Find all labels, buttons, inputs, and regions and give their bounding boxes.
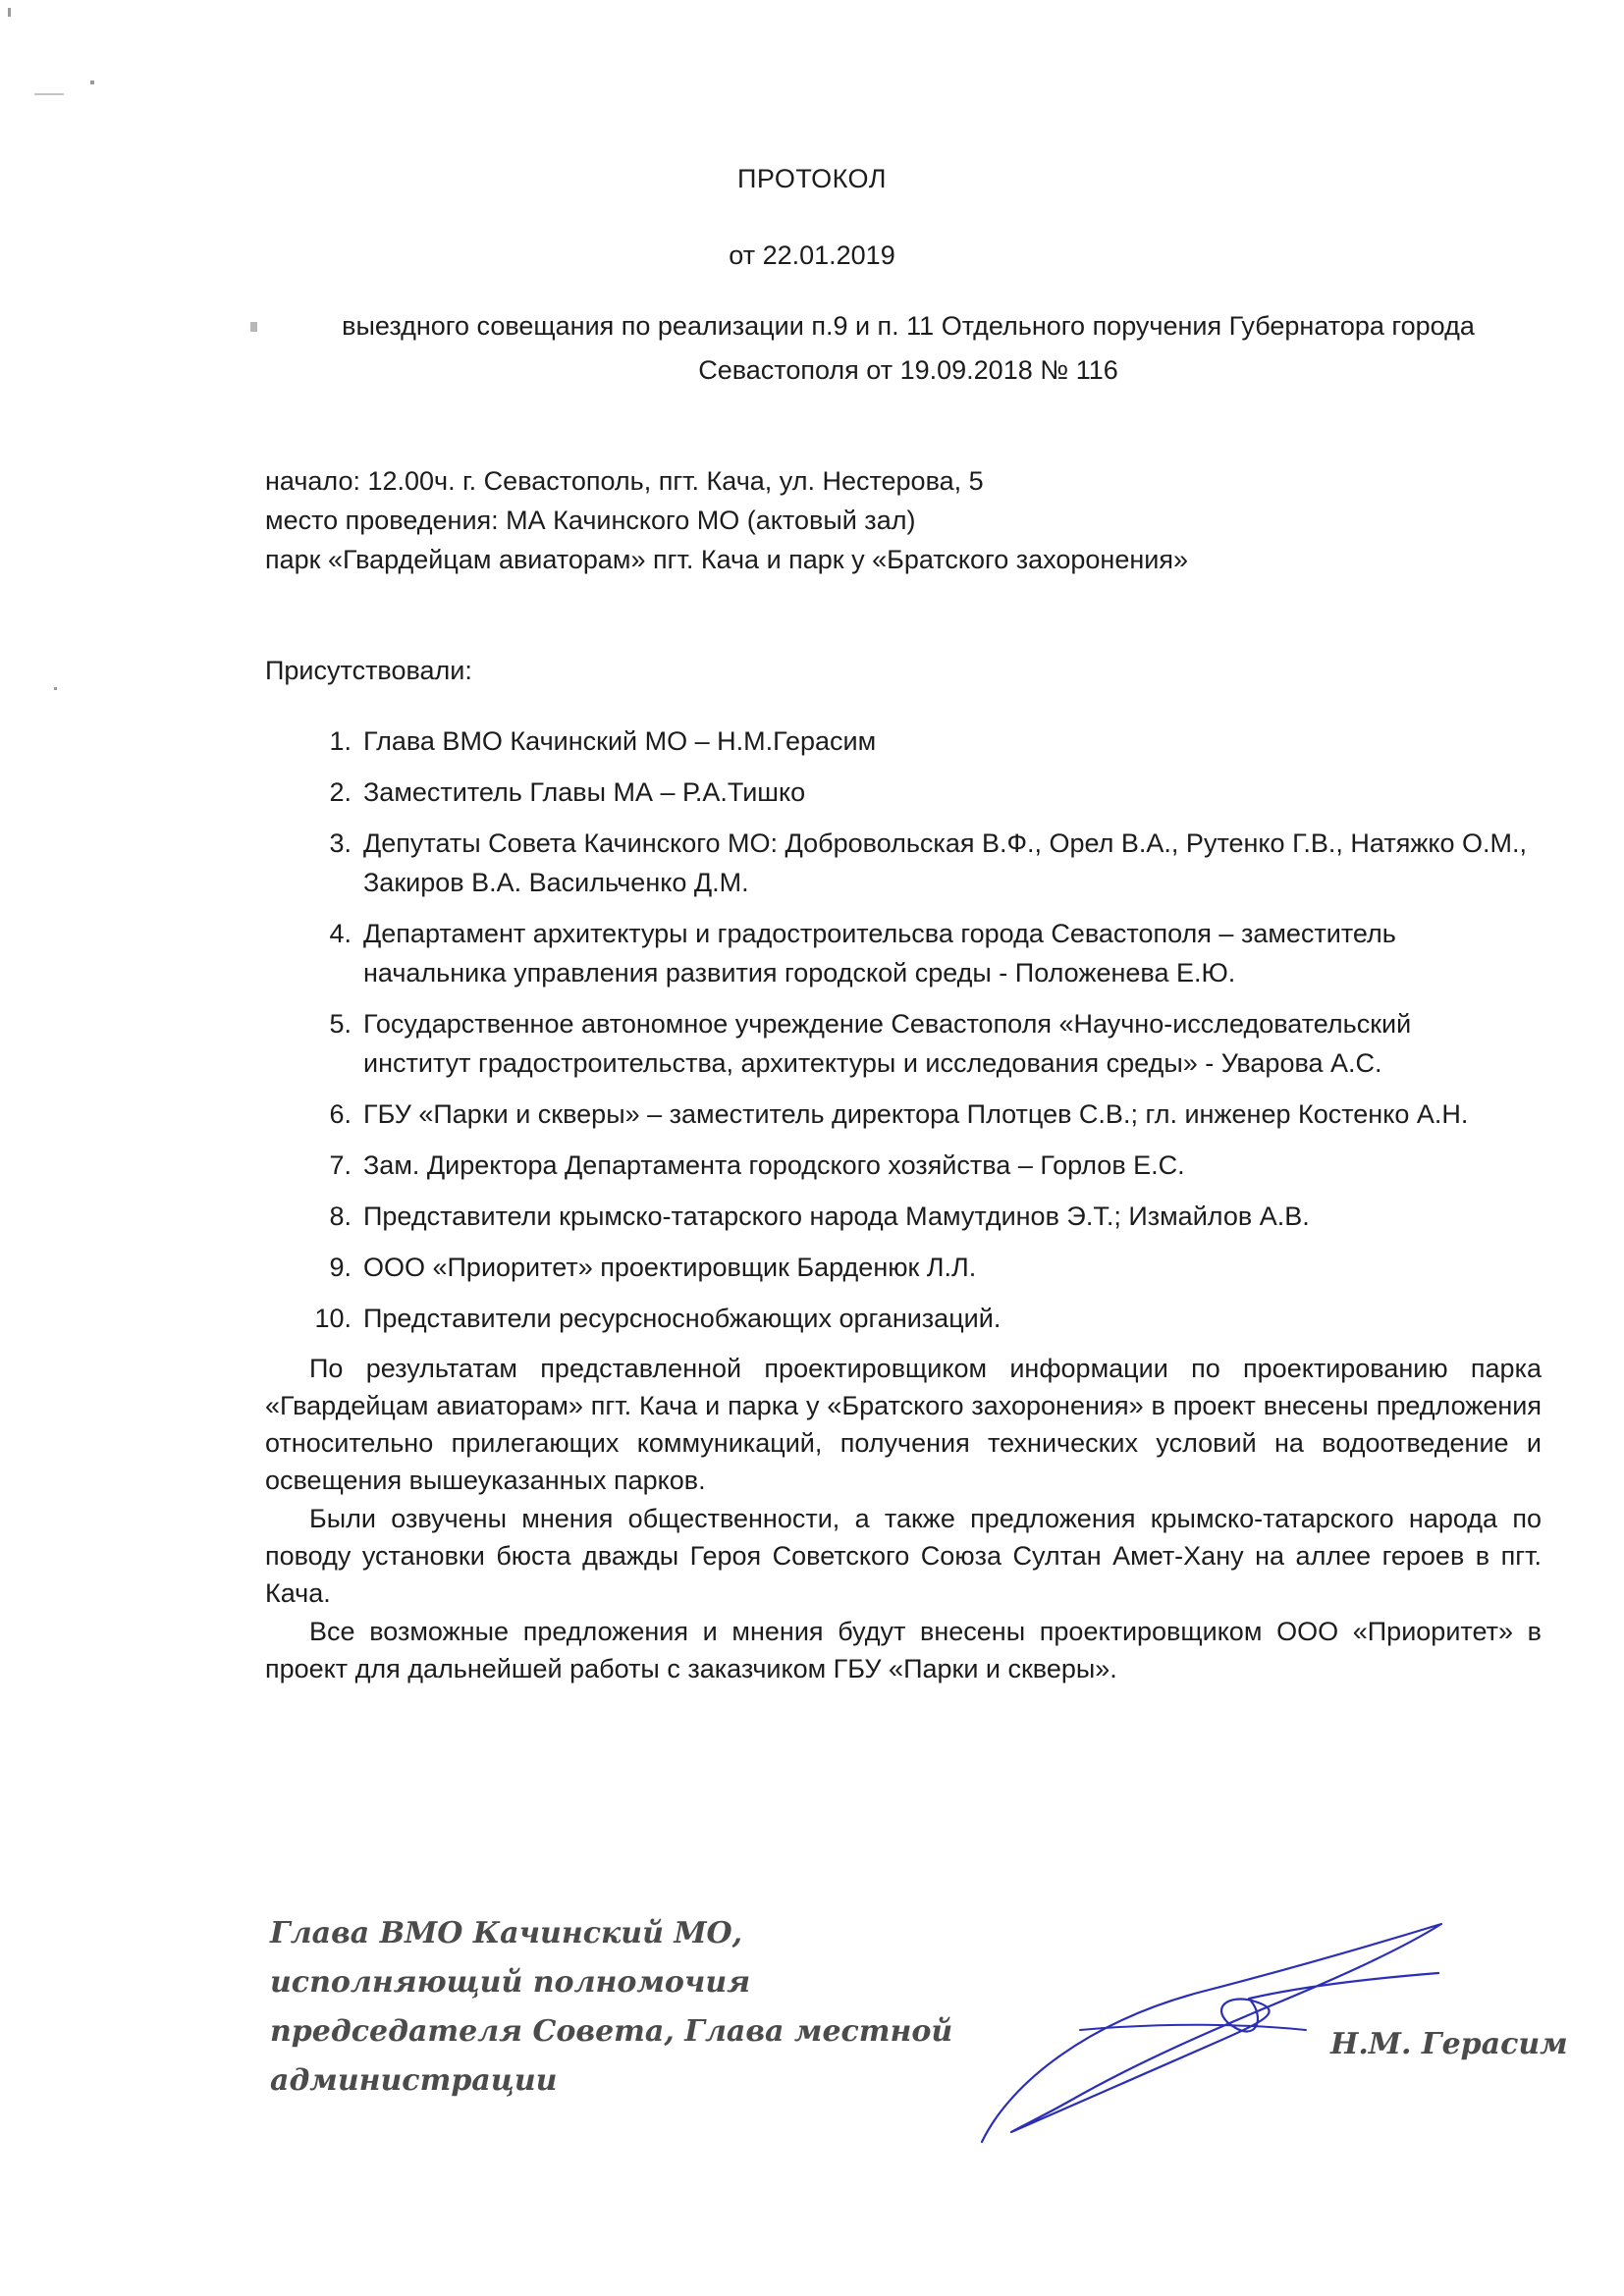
scan-speck [34,93,64,95]
list-item-text: ГБУ «Парки и скверы» – заместитель директора Плотцев С.В.; гл. инженер Костенко А.Н. [363,1099,1469,1129]
document-title: ПРОТОКОЛ [737,164,887,193]
meeting-venue: место проведения: МА Качинского МО (актовый зал) [265,506,916,535]
list-item [314,914,1473,992]
scan-speck [250,322,257,332]
document-subject [314,304,1502,393]
list-item [314,1146,1532,1185]
document-date: от 22.01.2019 [729,240,895,270]
list-item [314,1004,1473,1083]
list-item-text: Зам. Директора Департамента городского хозяйства – Горлов Е.С. [363,1150,1185,1180]
list-item-number: 9. [329,1253,352,1282]
scan-speck [54,687,57,690]
list-item-text: Представители ресурсноснобжающих организаций. [363,1304,1001,1333]
meeting-start: начало: 12.00ч. г. Севастополь, пгт. Кача, ул. Нестерова, 5 [265,466,984,496]
list-item [314,1095,1532,1134]
list-item-text: ООО «Приоритет» проектировщик Барденюк Л.Л. [363,1253,977,1282]
list-item-text: Государственное автономное учреждение Севастополя «Научно-исследовательский институт градостроительства, архитектуры и исследования среды» - Уварова А.С. [363,1009,1412,1078]
protocol-body [265,1350,1542,1687]
list-item [314,721,1532,761]
signatory-name: Н.М. Герасим [1330,2027,1568,2061]
body-paragraph-3: Все возможные предложения и мнения будут внесены проектировщиком ООО «Приоритет» в проект для дальнейшей работы с заказчиком ГБУ «Парки и скверы». [265,1617,1542,1683]
list-item-number: 10. [314,1304,352,1333]
signature-stroke [1080,2025,1306,2030]
scan-speck [8,8,11,17]
list-item-text: Представители крымско-татарского народа Мамутдинов Э.Т.; Измайлов А.В. [363,1201,1310,1231]
body-paragraph-1: По результатам представленной проектировщиком информации по проектированию парка «Гвардейцам авиаторам» пгт. Кача и парка у «Братского захоронения» в проект внесены предложения относительно прилегающих коммуникаций, получения технических условий на водоотведение и освещения вышеуказанных парков. [265,1354,1542,1495]
list-item-number: 1. [329,726,352,756]
list-item-number: 7. [329,1150,352,1180]
list-item-text: Депутаты Совета Качинского МО: Добровольская В.Ф., Орел В.А., Рутенко Г.В., Натяжко О.М., Закиров В.А. Васильченко Д.М. [363,828,1528,897]
list-item-number: 2. [329,777,352,807]
list-item-number: 5. [329,1009,352,1039]
signatory-position: Глава ВМО Качинский МО, исполняющий полномочия председателя Совета, Глава местной администрации [270,1916,953,2098]
scan-speck [90,80,94,84]
list-item-number: 6. [329,1099,352,1129]
list-item [314,1248,1532,1287]
attendees-label: Присутствовали: [265,656,472,685]
list-item [314,773,1532,812]
attendees-list [314,721,1532,1350]
list-item-text: Глава ВМО Качинский МО – Н.М.Герасим [363,726,877,756]
list-item-number: 4. [329,919,352,948]
list-item [314,1197,1532,1236]
list-item [314,1299,1532,1338]
list-item-text: Департамент архитектуры и градостроительсва города Севастополя – заместитель начальника управления развития городской среды - Положенева Е.Ю. [363,919,1396,988]
subject-line-1: выездного совещания по реализации п.9 и п. 11 Отдельного поручения Губернатора города [342,311,1475,341]
body-paragraph-2: Были озвучены мнения общественности, а также предложения крымско-татарского народа по поводу установки бюста дважды Героя Советского Союза Султан Амет-Хану на аллее героев в пгт. Кача. [265,1504,1542,1608]
subject-line-2: Севастополя от 19.09.2018 № 116 [698,355,1118,385]
meeting-parks: парк «Гвардейцам авиаторам» пгт. Кача и парк у «Братского захоронения» [265,545,1188,574]
list-item-text: Заместитель Главы МА – Р.А.Тишко [363,777,806,807]
list-item-number: 3. [329,828,352,858]
list-item [314,824,1551,902]
list-item-number: 8. [329,1201,352,1231]
meeting-info [265,461,1188,579]
